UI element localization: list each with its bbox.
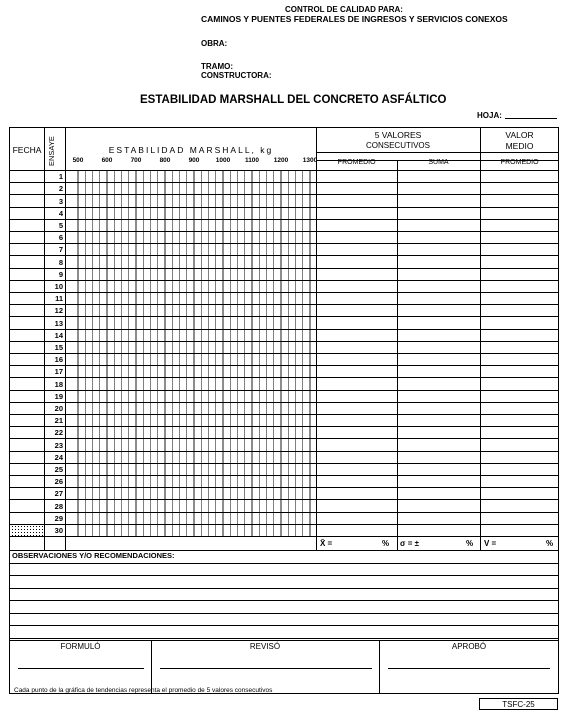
fecha-header: FECHA bbox=[12, 145, 42, 155]
table-row bbox=[10, 341, 559, 342]
constructora-label: CONSTRUCTORA: bbox=[201, 71, 272, 80]
table-row bbox=[10, 194, 559, 195]
table-row bbox=[10, 463, 559, 464]
table-row bbox=[10, 426, 559, 427]
reviso-line[interactable] bbox=[160, 668, 372, 669]
five-values-header-1: 5 VALORES bbox=[374, 130, 422, 140]
table-row bbox=[10, 316, 559, 317]
scale-tick-label: 700 bbox=[130, 157, 142, 164]
page-title: ESTABILIDAD MARSHALL DEL CONCRETO ASFÁLTICO bbox=[140, 94, 447, 106]
table-row bbox=[10, 231, 559, 232]
reviso-label: REVISÓ bbox=[249, 642, 281, 651]
footer-note: Cada punto de la gráfica de tendencias representa el promedio de 5 valores consecutivos bbox=[14, 687, 273, 694]
v-percent: % bbox=[546, 539, 554, 548]
row-number: 4 bbox=[58, 208, 63, 218]
xbar-label: X̄ = bbox=[320, 539, 333, 548]
row-number: 17 bbox=[54, 367, 63, 377]
table-row bbox=[10, 377, 559, 378]
row-number: 16 bbox=[54, 355, 63, 365]
table-row bbox=[10, 207, 559, 208]
control-label: CONTROL DE CALIDAD PARA: bbox=[285, 5, 403, 14]
sigma-percent: % bbox=[466, 539, 474, 548]
tramo-label: TRAMO: bbox=[201, 62, 233, 71]
aprobo-label: APROBÓ bbox=[451, 642, 487, 651]
dotted-cell bbox=[11, 525, 44, 536]
row-number: 18 bbox=[54, 379, 63, 389]
row-number: 10 bbox=[54, 282, 63, 291]
row-number: 14 bbox=[54, 330, 63, 340]
row-number: 13 bbox=[54, 318, 63, 328]
valor-medio-header-1: VALOR bbox=[505, 130, 534, 140]
v-label: V = bbox=[484, 539, 497, 548]
row-number: 26 bbox=[54, 477, 63, 487]
promedio-header: PROMEDIO bbox=[337, 159, 376, 166]
divider bbox=[316, 152, 559, 153]
row-number: 30 bbox=[54, 526, 63, 535]
valor-promedio-header: PROMEDIO bbox=[500, 159, 539, 166]
table-row bbox=[10, 243, 559, 244]
stability-header: ESTABILIDAD MARSHALL, kg bbox=[108, 145, 274, 155]
hoja-field[interactable] bbox=[505, 118, 557, 119]
observation-line[interactable] bbox=[10, 600, 559, 601]
table-row bbox=[10, 402, 559, 403]
table-row bbox=[10, 182, 559, 183]
observation-line[interactable] bbox=[10, 588, 559, 589]
row-number: 11 bbox=[55, 294, 63, 304]
table-row bbox=[10, 268, 559, 269]
suma-header: SUMA bbox=[428, 159, 449, 166]
row-number: 27 bbox=[54, 489, 63, 499]
row-number: 8 bbox=[58, 257, 63, 267]
table-row bbox=[10, 487, 559, 488]
scale-tick-label: 1100 bbox=[244, 157, 260, 164]
hoja-label: HOJA: bbox=[477, 111, 502, 120]
scale-tick-label: 800 bbox=[159, 157, 171, 164]
table-row bbox=[10, 390, 559, 391]
row-number: 3 bbox=[58, 196, 63, 206]
row-number: 2 bbox=[58, 184, 63, 194]
scale-tick-label: 500 bbox=[72, 157, 84, 164]
marshall-form bbox=[9, 127, 559, 694]
obra-label: OBRA: bbox=[201, 39, 228, 48]
row-number: 15 bbox=[54, 343, 63, 352]
table-row bbox=[10, 280, 559, 281]
valor-medio-header-2: MEDIO bbox=[505, 141, 534, 151]
table-row bbox=[10, 512, 559, 513]
table-row bbox=[10, 414, 559, 415]
table-row bbox=[10, 304, 559, 305]
observation-line[interactable] bbox=[10, 563, 559, 564]
table-row bbox=[10, 499, 559, 500]
row-number: 12 bbox=[54, 306, 63, 316]
org-name: CAMINOS Y PUENTES FEDERALES DE INGRESOS Y SERVICIOS CONEXOS bbox=[201, 14, 508, 24]
row-number: 5 bbox=[58, 221, 63, 230]
table-row bbox=[10, 255, 559, 256]
table-row bbox=[10, 353, 559, 354]
xbar-percent: % bbox=[382, 539, 390, 548]
row-number: 7 bbox=[58, 245, 63, 255]
table-row bbox=[10, 524, 559, 525]
form-code: TSFC-25 bbox=[479, 698, 558, 710]
row-number: 25 bbox=[54, 465, 63, 474]
table-row bbox=[10, 451, 559, 452]
row-number: 29 bbox=[54, 513, 63, 523]
divider bbox=[316, 536, 559, 537]
scale-tick-label: 900 bbox=[188, 157, 200, 164]
formulo-label: FORMULÓ bbox=[60, 642, 101, 651]
scale-tick-label: 600 bbox=[101, 157, 113, 164]
row-number: 22 bbox=[54, 428, 63, 438]
observation-line[interactable] bbox=[10, 575, 559, 576]
row-number: 20 bbox=[54, 404, 63, 413]
table-row bbox=[10, 329, 559, 330]
aprobo-line[interactable] bbox=[388, 668, 550, 669]
table-row bbox=[10, 292, 559, 293]
ensaye-header: ENSAYE bbox=[47, 136, 56, 166]
sigma-label: σ = ± bbox=[400, 539, 419, 548]
observation-line[interactable] bbox=[10, 638, 559, 639]
row-number: 28 bbox=[54, 501, 63, 511]
observaciones-label: OBSERVACIONES Y/O RECOMENDACIONES: bbox=[12, 551, 175, 560]
row-number: 19 bbox=[54, 391, 63, 401]
scale-tick-label: 1300 bbox=[302, 157, 318, 164]
table-row bbox=[10, 219, 559, 220]
table-row bbox=[10, 365, 559, 366]
table-row bbox=[10, 475, 559, 476]
row-number: 24 bbox=[54, 452, 63, 462]
observation-line[interactable] bbox=[10, 625, 559, 626]
five-values-header-2: CONSECUTIVOS bbox=[365, 141, 430, 150]
table-row bbox=[10, 438, 559, 439]
observation-line[interactable] bbox=[10, 613, 559, 614]
row-number: 1 bbox=[58, 172, 63, 182]
scale-tick-label: 1200 bbox=[273, 157, 289, 164]
divider bbox=[10, 640, 559, 641]
row-number: 9 bbox=[58, 269, 63, 279]
scale-tick-label: 1000 bbox=[215, 157, 231, 164]
row-number: 6 bbox=[58, 233, 63, 243]
row-number: 21 bbox=[54, 416, 63, 426]
formulo-line[interactable] bbox=[18, 668, 144, 669]
row-number: 23 bbox=[54, 440, 63, 450]
